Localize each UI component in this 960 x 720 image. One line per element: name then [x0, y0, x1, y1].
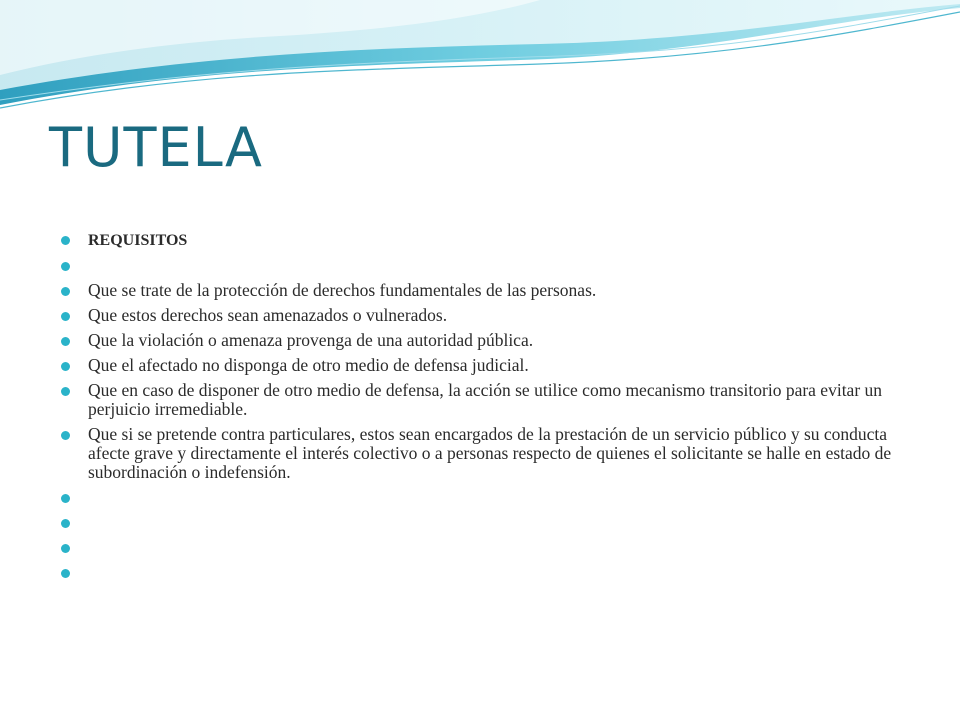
list-item: Que en caso de disponer de otro medio de defensa, la acción se utilice como mecanismo transitorio para evitar un perjuicio irremediable. [60, 381, 900, 419]
list-item [60, 488, 900, 507]
bullet-icon [61, 519, 70, 528]
list-item [60, 563, 900, 582]
slide-title: TUTELA [49, 116, 263, 179]
list-item [60, 513, 900, 532]
bullet-icon [61, 362, 70, 371]
bullet-icon [61, 569, 70, 578]
bullet-icon [61, 387, 70, 396]
list-item: Que la violación o amenaza provenga de una autoridad pública. [60, 331, 900, 350]
list-item: Que si se pretende contra particulares, estos sean encargados de la prestación de un servicio público y su conducta afecte grave y directamente el interés colectivo o a personas respecto de quienes el solicitante se halle en estado de subordinación o indefensión. [60, 425, 900, 482]
bullet-icon [61, 431, 70, 440]
bullet-icon [61, 312, 70, 321]
bullet-icon [61, 287, 70, 296]
bullet-icon [61, 544, 70, 553]
bullet-icon [61, 236, 70, 245]
bullet-icon [61, 494, 70, 503]
list-item [60, 256, 900, 275]
list-item: Que estos derechos sean amenazados o vulnerados. [60, 306, 900, 325]
bullet-list [60, 230, 900, 588]
bullet-icon [61, 262, 70, 271]
list-item: Que el afectado no disponga de otro medio de defensa judicial. [60, 356, 900, 375]
list-item: Que se trate de la protección de derechos fundamentales de las personas. [60, 281, 900, 300]
list-item [60, 538, 900, 557]
list-item: REQUISITOS [60, 230, 900, 250]
bullet-icon [61, 337, 70, 346]
header-wave-decoration [0, 0, 960, 120]
